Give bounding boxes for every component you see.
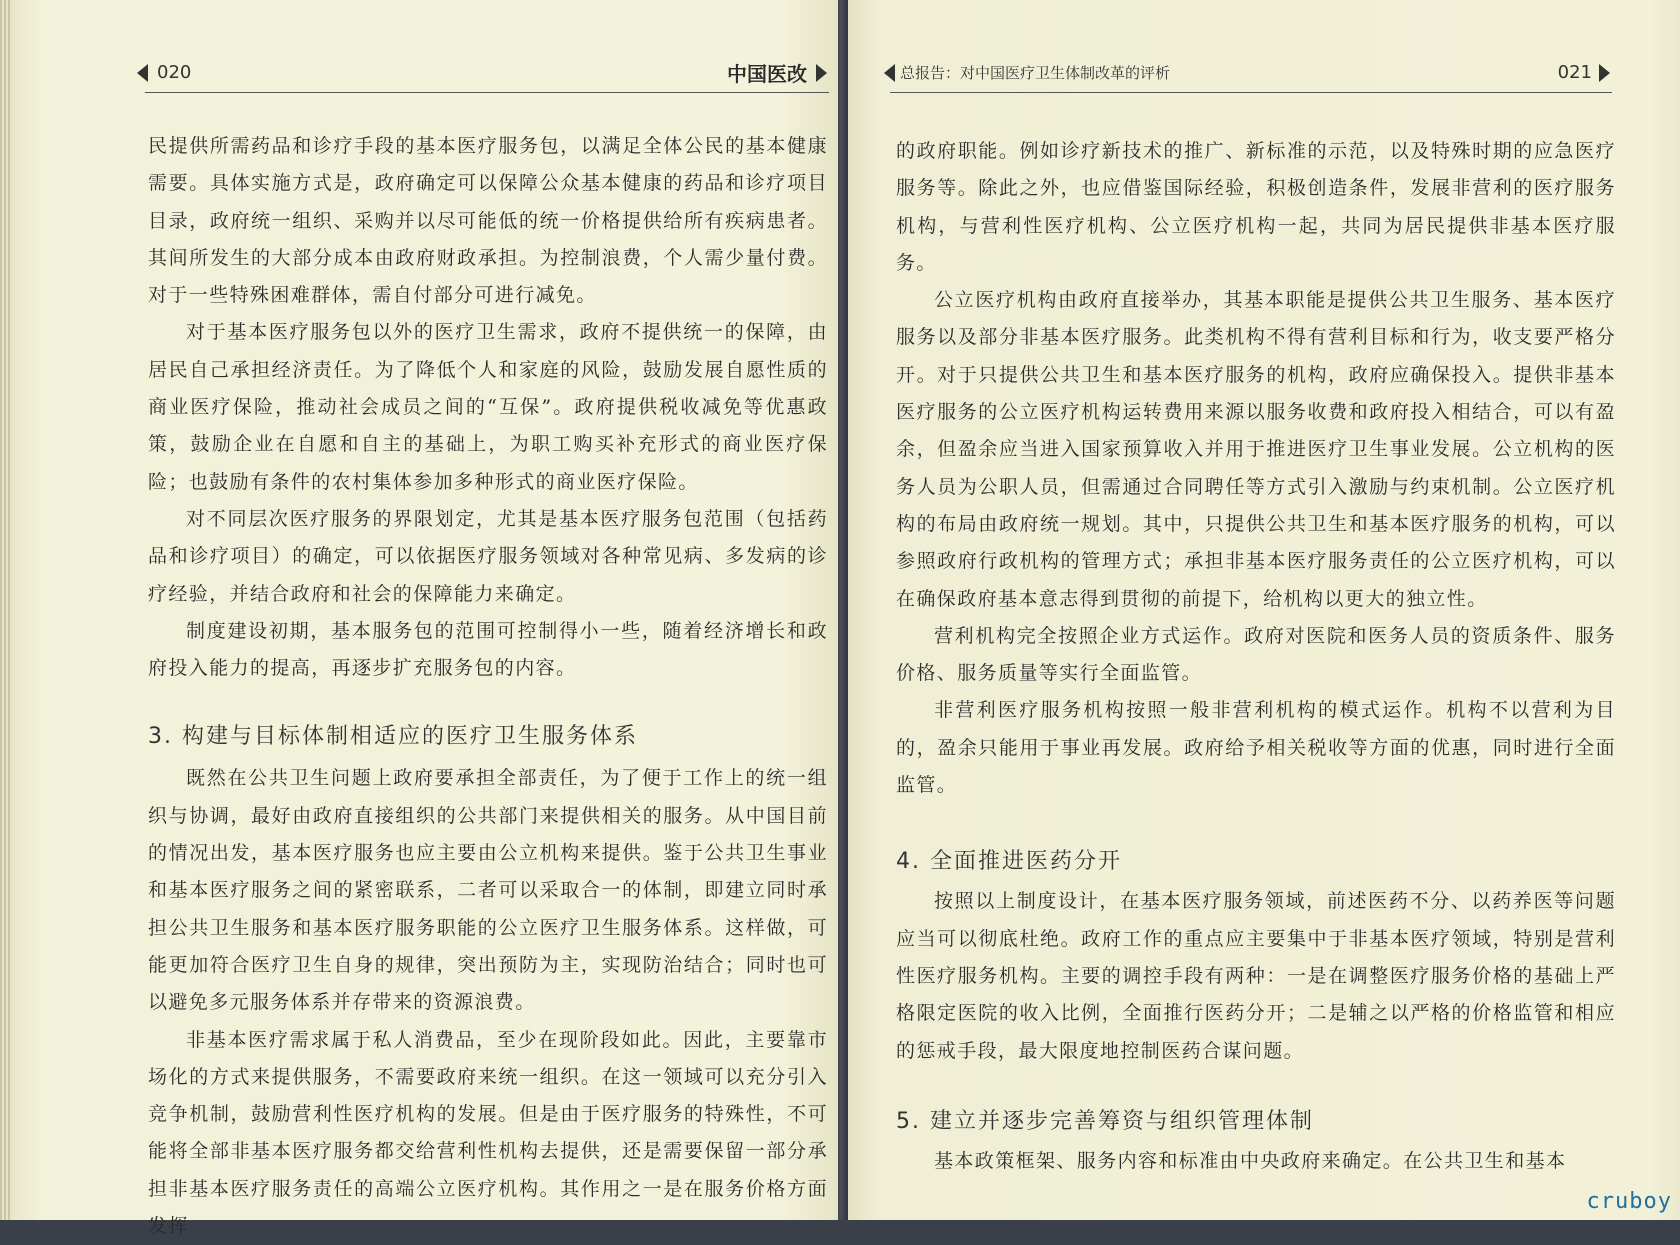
paragraph: 基本政策框架、服务内容和标准由中央政府来确定。在公共卫生和基本 xyxy=(934,1149,1567,1172)
paragraph: 对不同层次医疗服务的界限划定，尤其是基本医疗服务包范围（包括药品和诊疗项目）的确定，可以依据医疗服务领域对各种常见病、多发病的诊疗经验，并结合政府和社会的保障能力来确定。 xyxy=(148,507,828,605)
paragraph: 公立医疗机构由政府直接举办，其基本职能是提供公共卫生服务、基本医疗服务以及部分非基本医疗服务。此类机构不得有营利目标和行为，收支要严格分开。对于只提供公共卫生和基本医疗服务的机构，政府应确保投入。提供非基本医疗服务的公立医疗机构运转费用来源以服务收费和政府投入相结合，可以有盈余，但盈余应当进入国家预算收入并用于推进医疗卫生事业发展。公立机构的医务人员为公职人员，但需通过合同聘任等方式引入激励与约束机制。公立医疗机构的布局由政府统一规划。其中，只提供公共卫生和基本医疗服务的机构，可以参照政府行政机构的管理方式；承担非基本医疗服务责任的公立医疗机构，可以在确保政府基本意志得到贯彻的前提下，给机构以更大的独立性。 xyxy=(896,289,1616,610)
paragraph: 民提供所需药品和诊疗手段的基本医疗服务包，以满足全体公民的基本健康需要。具体实施方式是，政府确定可以保障公众基本健康的药品和诊疗项目目录，政府统一组织、采购并以尽可能低的统一价格提供给所有疾病患者。其间所发生的大部分成本由政府财政承担。为控制浪费，个人需少量付费。对于一些特殊困难群体，需自付部分可进行减免。 xyxy=(148,135,828,307)
section-heading-4: 4. 全面推进医药分开 xyxy=(896,849,1122,875)
right-page-number: 021 xyxy=(1557,62,1592,83)
watermark: cruboy xyxy=(1586,1189,1672,1214)
right-page-header xyxy=(890,52,1612,93)
book-title: 中国医改 xyxy=(727,62,807,86)
paragraph: 非基本医疗需求属于私人消费品，至少在现阶段如此。因此，主要靠市场化的方式来提供服务，不需要政府来统一组织。在这一领域可以充分引入竞争机制，鼓励营利性医疗机构的发展。但是由于医疗服务的特殊性，不可能将全部非基本医疗服务都交给营利性机构去提供，还是需要保留一部分承担非基本医疗服务责任的高端公立医疗机构。其作用之一是在服务价格方面发挥 xyxy=(148,1028,828,1238)
paragraph: 的政府职能。例如诊疗新技术的推广、新标准的示范，以及特殊时期的应急医疗服务等。除此之外，也应借鉴国际经验，积极创造条件，发展非营利的医疗服务机构，与营利性医疗机构、公立医疗机构一起，共同为居民提供非基本医疗服务。 xyxy=(896,140,1616,274)
left-page-number: 020 xyxy=(157,62,192,83)
section-heading-5: 5. 建立并逐步完善筹资与组织管理体制 xyxy=(896,1108,1314,1134)
left-page xyxy=(0,0,838,1238)
arrow-left-icon xyxy=(137,64,148,82)
paragraph: 对于基本医疗服务包以外的医疗卫生需求，政府不提供统一的保障，由居民自己承担经济责任。为了降低个人和家庭的风险，鼓励发展自愿性质的商业医疗保险，推动社会成员之间的“互保”。政府提供税收减免等优惠政策，鼓励企业在自愿和自主的基础上，为职工购买补充形式的商业医疗保险；也鼓励有条件的农村集体参加多种形式的商业医疗保险。 xyxy=(148,321,828,493)
paragraph: 既然在公共卫生问题上政府要承担全部责任，为了便于工作上的统一组织与协调，最好由政府直接组织的公共部门来提供相关的服务。从中国目前的情况出发，基本医疗服务也应主要由公立机构来提供。鉴于公共卫生事业和基本医疗服务之间的紧密联系，二者可以采取合一的体制，即建立同时承担公共卫生服务和基本医疗服务职能的公立医疗卫生服务体系。这样做，可能更加符合医疗卫生自身的规律，突出预防为主，实现防治结合；同时也可以避免多元服务体系并存带来的资源浪费。 xyxy=(148,767,828,1014)
chapter-title: 总报告：对中国医疗卫生体制改革的评析 xyxy=(900,64,1171,82)
paragraph: 按照以上制度设计，在基本医疗服务领域，前述医药不分、以药养医等问题应当可以彻底杜绝。政府工作的重点应主要集中于非基本医疗领域，特别是营利性医疗服务机构。主要的调控手段有两种：一是在调整医疗服务价格的基础上严格限定医院的收入比例，全面推行医药分开；二是辅之以严格的价格监管和相应的惩戒手段，最大限度地控制医药合谋问题。 xyxy=(896,890,1616,1062)
section-heading-3: 3. 构建与目标体制相适应的医疗卫生服务体系 xyxy=(148,724,638,750)
page-edges xyxy=(0,0,12,1220)
arrow-right-icon xyxy=(1599,64,1610,82)
paragraph: 非营利医疗服务机构按照一般非营利机构的模式运作。机构不以营利为目的，盈余只能用于事业再发展。政府给予相关税收等方面的优惠，同时进行全面监管。 xyxy=(896,699,1616,797)
paragraph: 营利机构完全按照企业方式运作。政府对医院和医务人员的资质条件、服务价格、服务质量等实行全面监管。 xyxy=(896,624,1616,685)
left-page-header xyxy=(145,52,829,93)
right-page xyxy=(848,0,1680,1220)
paragraph: 制度建设初期，基本服务包的范围可控制得小一些，随着经济增长和政府投入能力的提高，再逐步扩充服务包的内容。 xyxy=(148,619,828,680)
left-page-body xyxy=(148,128,828,1245)
arrow-left-icon xyxy=(884,64,895,82)
arrow-right-icon xyxy=(816,64,827,82)
right-page-body xyxy=(896,133,1616,1180)
